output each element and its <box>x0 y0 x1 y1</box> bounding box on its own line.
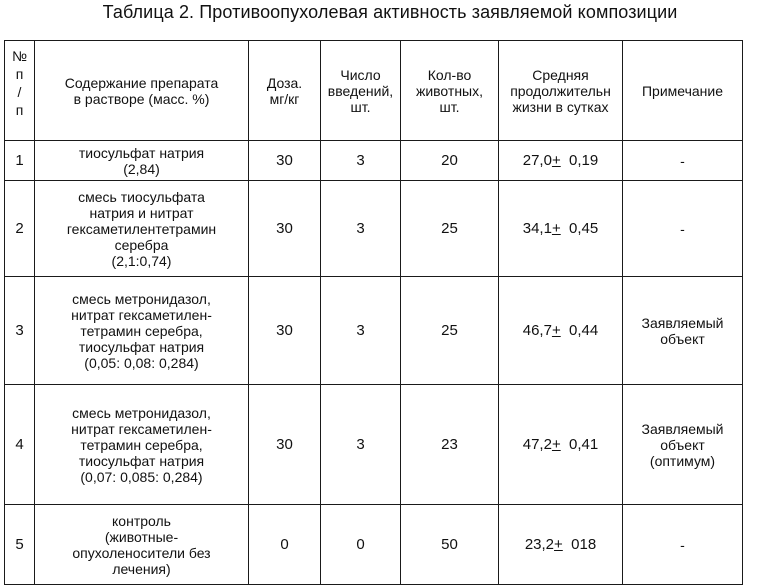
row-lifespan <box>499 505 623 585</box>
row-note: - <box>623 181 743 277</box>
header-lifespan: Средняя продолжительн жизни в сутках <box>499 41 623 141</box>
header-row <box>5 41 743 141</box>
plus-minus-sign: + <box>551 151 561 169</box>
header-content: Содержание препарата в растворе (масс. %) <box>35 41 249 141</box>
row-injections: 3 <box>321 181 401 277</box>
table-row <box>5 181 743 277</box>
row-number: 1 <box>5 141 35 181</box>
row-content: смесь метронидазол, нитрат гексаметилен- тетрамин серебра, тиосульфат натрия (0,05: 0,08: 0,284) <box>35 277 249 385</box>
header-number: № п / п <box>5 41 35 141</box>
row-content: контроль (животные- опухоленосители без лечения) <box>35 505 249 585</box>
antitumor-activity-table <box>4 40 743 585</box>
table-row <box>5 505 743 585</box>
plus-minus-sign: + <box>551 219 561 237</box>
row-animals: 20 <box>401 141 499 181</box>
lifespan-error: 0,44 <box>569 321 599 339</box>
row-number: 2 <box>5 181 35 277</box>
table-title: Таблица 2. Противоопухолевая активность заявляемой композиции <box>102 2 678 22</box>
row-lifespan <box>499 181 623 277</box>
row-lifespan <box>499 277 623 385</box>
plus-minus-sign: + <box>554 535 563 553</box>
row-dose: 30 <box>249 277 321 385</box>
row-content: тиосульфат натрия (2,84) <box>35 141 249 181</box>
table-row <box>5 385 743 505</box>
lifespan-error: 0,45 <box>569 219 599 237</box>
row-animals: 25 <box>401 277 499 385</box>
row-note: - <box>623 141 743 181</box>
table-row <box>5 141 743 181</box>
plus-minus-sign: + <box>551 435 561 453</box>
row-content: смесь тиосульфата натрия и нитрат гексаметилентетрамин серебра (2,1:0,74) <box>35 181 249 277</box>
row-note: - <box>623 505 743 585</box>
lifespan-value: 27,0 <box>522 151 552 169</box>
header-note: Примечание <box>623 41 743 141</box>
row-animals: 25 <box>401 181 499 277</box>
lifespan-value: 23,2 <box>524 535 555 553</box>
row-lifespan <box>499 141 623 181</box>
row-dose: 0 <box>249 505 321 585</box>
lifespan-error: 018 <box>571 535 597 553</box>
lifespan-value: 46,7 <box>522 321 552 339</box>
row-note: Заявляемый объект <box>623 277 743 385</box>
row-number: 4 <box>5 385 35 505</box>
header-animals: Кол-во животных, шт. <box>401 41 499 141</box>
plus-minus-sign: + <box>551 321 561 339</box>
table-row <box>5 277 743 385</box>
row-note: Заявляемый объект (оптимум) <box>623 385 743 505</box>
row-dose: 30 <box>249 385 321 505</box>
row-injections: 3 <box>321 277 401 385</box>
row-injections: 3 <box>321 385 401 505</box>
row-injections: 0 <box>321 505 401 585</box>
row-dose: 30 <box>249 181 321 277</box>
row-injections: 3 <box>321 141 401 181</box>
row-content: смесь метронидазол, нитрат гексаметилен- тетрамин серебра, тиосульфат натрия (0,07: 0,085: 0,284) <box>35 385 249 505</box>
lifespan-error: 0,41 <box>569 435 599 453</box>
row-number: 5 <box>5 505 35 585</box>
lifespan-value: 47,2 <box>522 435 552 453</box>
row-lifespan <box>499 385 623 505</box>
row-dose: 30 <box>249 141 321 181</box>
row-animals: 23 <box>401 385 499 505</box>
row-animals: 50 <box>401 505 499 585</box>
lifespan-error: 0,19 <box>569 151 599 169</box>
header-injections: Число введений, шт. <box>321 41 401 141</box>
header-dose: Доза. мг/кг <box>249 41 321 141</box>
lifespan-value: 34,1 <box>522 219 552 237</box>
row-number: 3 <box>5 277 35 385</box>
